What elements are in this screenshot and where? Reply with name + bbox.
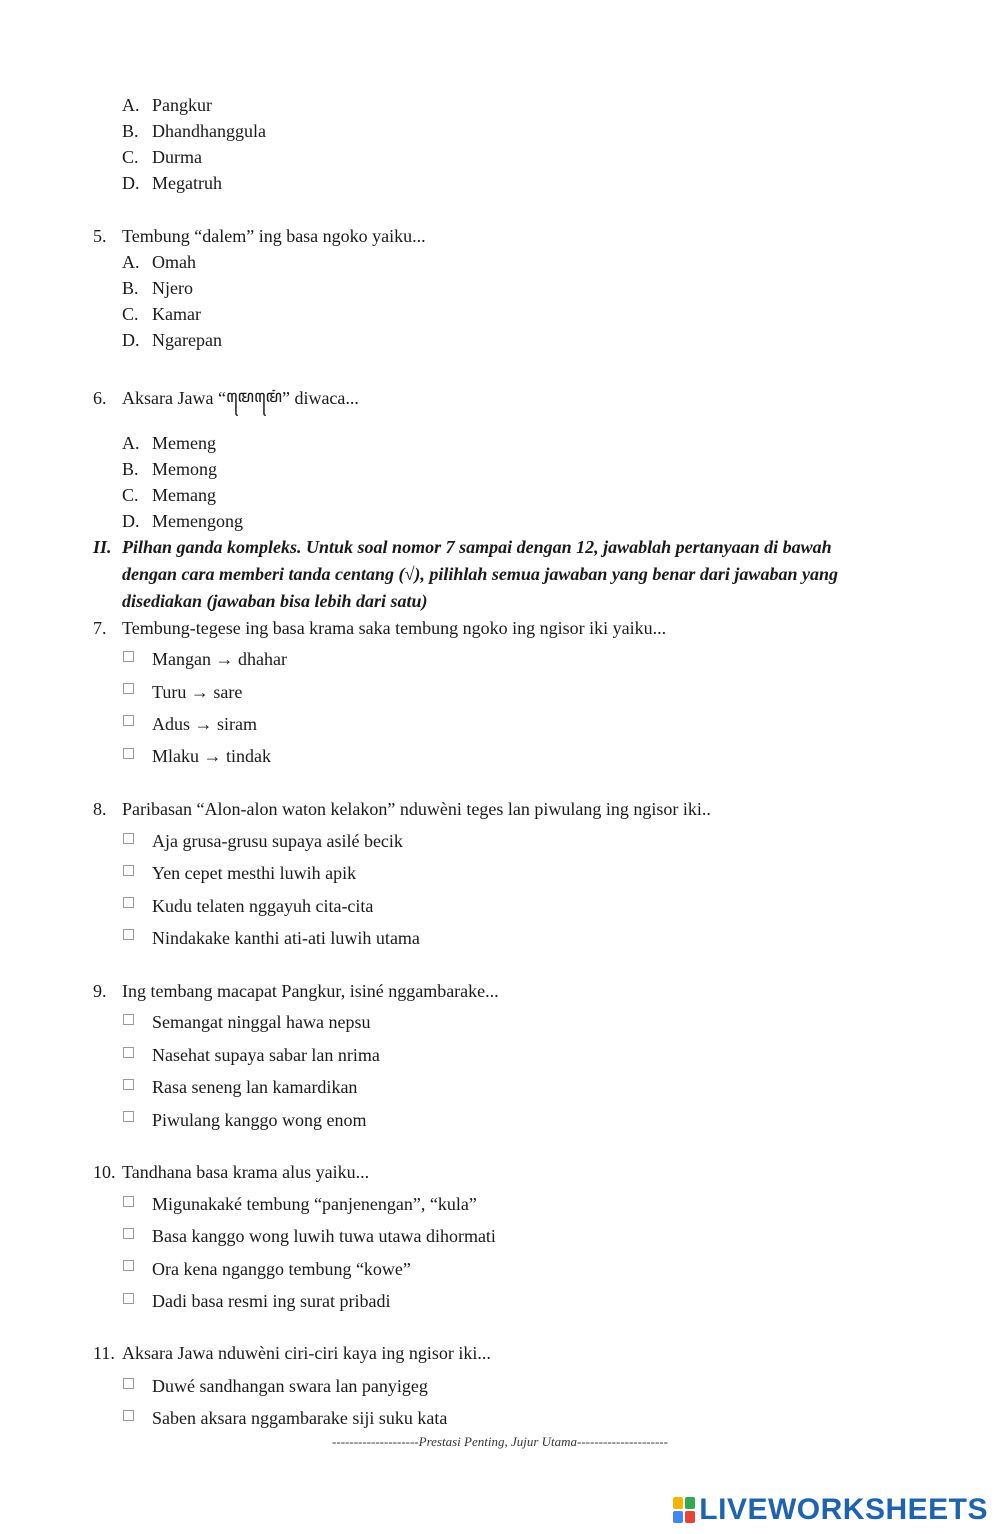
- q10-option-1-checkbox[interactable]: [123, 1196, 134, 1207]
- q8-option-4-checkbox[interactable]: [123, 929, 134, 940]
- q11-number: 11.: [93, 1343, 115, 1363]
- q4-option-b-letter: B.: [122, 121, 139, 141]
- section-2-line-1: Pilhan ganda kompleks. Untuk soal nomor 7 sampai dengan 12, jawablah pertanyaan di bawah: [122, 537, 832, 557]
- section-2-line-3: disediakan (jawaban bisa lebih dari satu): [122, 591, 428, 611]
- q9-option-2-text: Nasehat supaya sabar lan nrima: [152, 1045, 380, 1065]
- q8-option-3-checkbox[interactable]: [123, 897, 134, 908]
- page-footer: --------------------Prestasi Penting, Jujur Utama---------------------: [332, 1434, 668, 1449]
- q10-number: 10.: [93, 1162, 116, 1182]
- q7-option-2-text: Turu → sare: [152, 682, 243, 702]
- q6-option-a-text: Memeng: [152, 433, 216, 453]
- q7-option-1-checkbox[interactable]: [123, 651, 134, 662]
- logo-tile-v: [673, 1511, 683, 1523]
- q7-option-4-checkbox[interactable]: [123, 748, 134, 759]
- q8-option-4-text: Nindakake kanthi ati-ati luwih utama: [152, 928, 420, 948]
- q5-number: 5.: [93, 226, 107, 246]
- q10-option-3-text: Ora kena nganggo tembung “kowe”: [152, 1259, 411, 1279]
- q10-option-4-text: Dadi basa resmi ing surat pribadi: [152, 1291, 391, 1311]
- q4-option-d-letter: D.: [122, 173, 140, 193]
- q9-option-3-text: Rasa seneng lan kamardikan: [152, 1077, 358, 1097]
- q4-option-d-text: Megatruh: [152, 173, 222, 193]
- q5-option-c-text: Kamar: [152, 304, 201, 324]
- q8-option-1-text: Aja grusa-grusu supaya asilé becik: [152, 831, 403, 851]
- q11-question: Aksara Jawa nduwèni ciri-ciri kaya ing ngisor iki...: [122, 1343, 491, 1363]
- q4-option-c-letter: C.: [122, 147, 139, 167]
- q10-option-2-text: Basa kanggo wong luwih tuwa utawa dihormati: [152, 1226, 496, 1246]
- q10-option-3-checkbox[interactable]: [123, 1260, 134, 1271]
- q10-question: Tandhana basa krama alus yaiku...: [122, 1162, 370, 1182]
- q6-number: 6.: [93, 388, 107, 408]
- q9-option-3-checkbox[interactable]: [123, 1079, 134, 1090]
- q7-option-3-checkbox[interactable]: [123, 715, 134, 726]
- q5-option-a-letter: A.: [122, 252, 140, 272]
- q11-option-1-checkbox[interactable]: [123, 1378, 134, 1389]
- q5-option-b-letter: B.: [122, 278, 139, 298]
- section-2-body: [122, 534, 922, 615]
- q8-option-2-text: Yen cepet mesthi luwih apik: [152, 863, 357, 883]
- liveworksheets-brand: [673, 1493, 988, 1527]
- q6-option-c-text: Memang: [152, 485, 216, 505]
- logo-tile-i: [685, 1497, 695, 1509]
- q8-number: 8.: [93, 799, 107, 819]
- q10-option-1-text: Migunakaké tembung “panjenengan”, “kula”: [152, 1194, 477, 1214]
- q6-option-d-letter: D.: [122, 511, 140, 531]
- q9-option-2-checkbox[interactable]: [123, 1047, 134, 1058]
- q9-option-4-checkbox[interactable]: [123, 1111, 134, 1122]
- q11-option-1-text: Duwé sandhangan swara lan panyigeg: [152, 1376, 428, 1396]
- q4-option-c-text: Durma: [152, 147, 202, 167]
- q10-option-2-checkbox[interactable]: [123, 1228, 134, 1239]
- q5-option-b-text: Njero: [152, 278, 193, 298]
- q5-option-c-letter: C.: [122, 304, 139, 324]
- q5-option-d-letter: D.: [122, 330, 140, 350]
- q7-option-1-text: Mangan → dhahar: [152, 649, 287, 669]
- q7-number: 7.: [93, 618, 107, 638]
- q7-option-3-text: Adus → siram: [152, 714, 257, 734]
- section-2-roman: II.: [93, 537, 112, 557]
- q4-option-a-text: Pangkur: [152, 95, 212, 115]
- q6-text-after: ” diwaca...: [281, 388, 359, 408]
- q6-option-d-text: Memengong: [152, 511, 243, 531]
- q9-option-1-checkbox[interactable]: [123, 1014, 134, 1025]
- q8-option-3-text: Kudu telaten nggayuh cita-cita: [152, 896, 374, 916]
- q11-option-2-checkbox[interactable]: [123, 1410, 134, 1421]
- q9-number: 9.: [93, 981, 107, 1001]
- q9-option-1-text: Semangat ninggal hawa nepsu: [152, 1012, 371, 1032]
- logo-tile-e: [685, 1511, 695, 1523]
- q6-option-c-letter: C.: [122, 485, 139, 505]
- liveworksheets-text: LIVEWORKSHEETS: [699, 1493, 988, 1526]
- q6-option-a-letter: A.: [122, 433, 140, 453]
- logo-tile-l: [673, 1497, 683, 1509]
- q9-question: Ing tembang macapat Pangkur, isiné nggambarake...: [122, 981, 499, 1001]
- q7-question: Tembung-tegese ing basa krama saka tembung ngoko ing ngisor iki yaiku...: [122, 618, 667, 638]
- q4-option-a-letter: A.: [122, 95, 140, 115]
- q5-option-a-text: Omah: [152, 252, 196, 272]
- q6-aksara-jawa: ꦩꦺꦩꦺꦁ: [225, 387, 282, 407]
- q6-text-before: Aksara Jawa “: [122, 388, 226, 408]
- q5-question: Tembung “dalem” ing basa ngoko yaiku...: [122, 226, 426, 246]
- q7-option-2-checkbox[interactable]: [123, 683, 134, 694]
- q9-option-4-text: Piwulang kanggo wong enom: [152, 1110, 367, 1130]
- q11-option-2-text: Saben aksara nggambarake siji suku kata: [152, 1408, 448, 1428]
- q8-option-1-checkbox[interactable]: [123, 833, 134, 844]
- q7-option-4-text: Mlaku → tindak: [152, 746, 271, 766]
- q4-option-b-text: Dhandhanggula: [152, 121, 266, 141]
- q8-question: Paribasan “Alon-alon waton kelakon” nduwèni teges lan piwulang ing ngisor iki..: [122, 799, 711, 819]
- section-2-line-2: dengan cara memberi tanda centang (√), pilihlah semua jawaban yang benar dari jawaban yang: [122, 564, 838, 584]
- liveworksheets-logo-icon: [673, 1497, 695, 1523]
- q10-option-4-checkbox[interactable]: [123, 1293, 134, 1304]
- q6-option-b-text: Memong: [152, 459, 217, 479]
- q8-option-2-checkbox[interactable]: [123, 865, 134, 876]
- section-2-instructions: [93, 534, 923, 615]
- q6-question: [122, 387, 359, 410]
- q5-option-d-text: Ngarepan: [152, 330, 222, 350]
- q6-option-b-letter: B.: [122, 459, 139, 479]
